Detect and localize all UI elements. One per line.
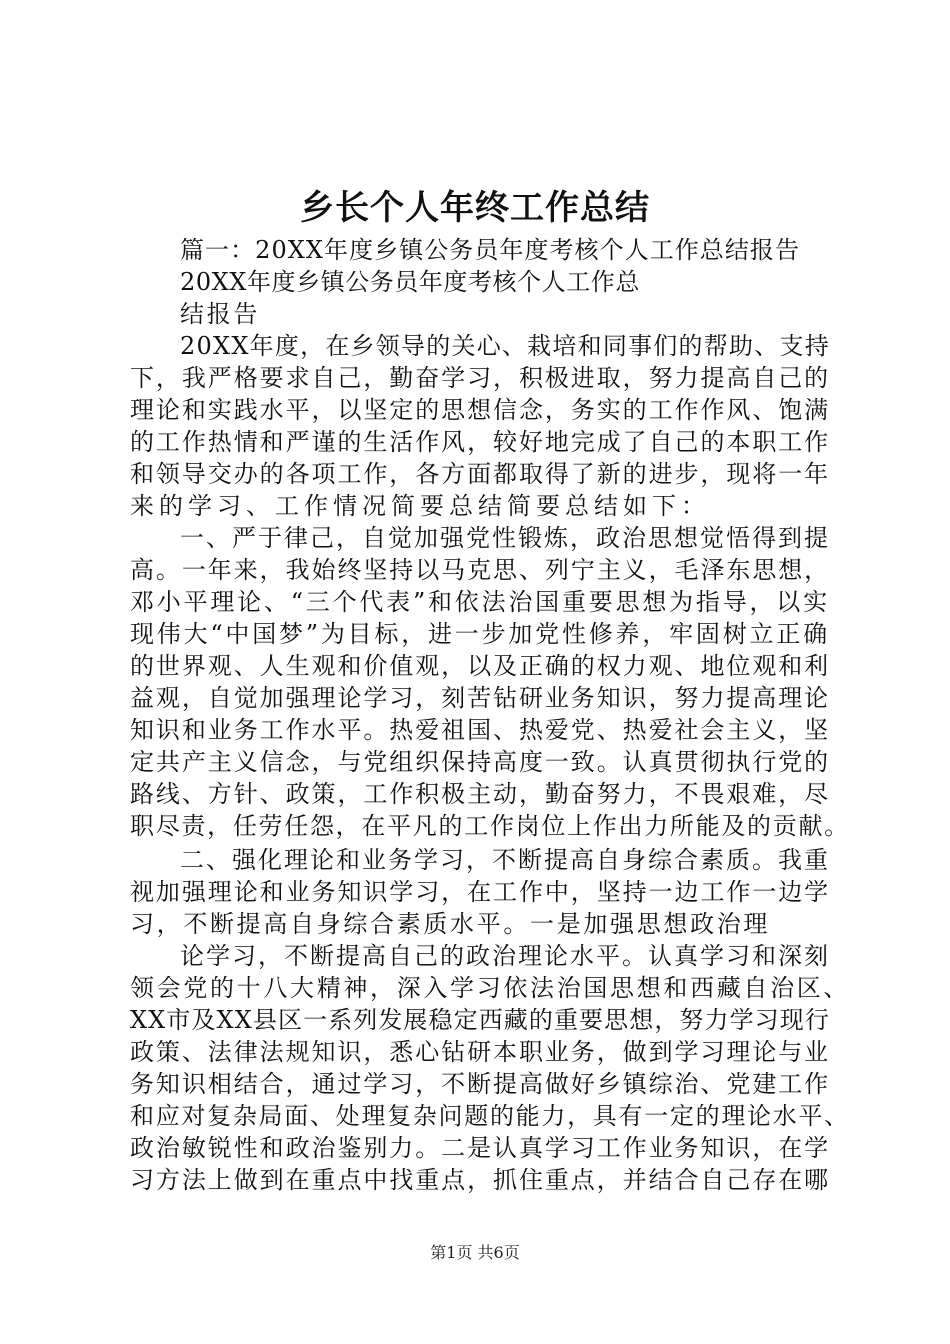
- body-line: 知识和业务工作水平。热爱祖国、热爱党、热爱社会主义，坚: [130, 716, 831, 744]
- body-line: 篇一：20XX年度乡镇公务员年度考核个人工作总结报告: [180, 236, 801, 264]
- body-line: 定共产主义信念，与党组织保持高度一致。认真贯彻执行党的: [130, 748, 831, 776]
- body-line: 来的学习、工作情况简要总结简要总结如下：: [130, 492, 710, 520]
- page-number: 第1页 共6页: [430, 1243, 520, 1262]
- body-line: 领会党的十八大精神，深入学习依法治国思想和西藏自治区、: [130, 974, 851, 1002]
- body-line: 和领导交办的各项工作，各方面都取得了新的进步，现将一年: [130, 460, 831, 488]
- body-line: 政策、法律法规知识，悉心钻研本职业务，做到学习理论与业: [130, 1038, 831, 1066]
- body-line: 一、严于律己，自觉加强党性锻炼，政治思想觉悟得到提: [180, 524, 830, 552]
- body-line: 二、强化理论和业务学习，不断提高自身综合素质。我重: [180, 846, 830, 874]
- body-line: 结报告: [180, 300, 261, 328]
- body-line: 路线、方针、政策，工作积极主动，勤奋努力，不畏艰难，尽: [130, 780, 831, 808]
- body-line: 政治敏锐性和政治鉴别力。二是认真学习工作业务知识，在学: [130, 1134, 831, 1162]
- body-line: 习方法上做到在重点中找重点，抓住重点，并结合自己存在哪: [130, 1166, 831, 1194]
- body-line: 20XX年度，在乡领导的关心、栽培和同事们的帮助、支持: [180, 332, 830, 360]
- body-line: 现伟大“中国梦”为目标，进一步加党性修养，牢固树立正确: [130, 620, 830, 648]
- body-line: 论学习，不断提高自己的政治理论水平。认真学习和深刻: [180, 942, 830, 970]
- body-line: 高。一年来，我始终坚持以马克思、列宁主义，毛泽东思想，: [130, 556, 831, 584]
- body-line: 邓小平理论、“三个代表”和依法治国重要思想为指导，以实: [130, 588, 830, 616]
- body-line: 20XX年度乡镇公务员年度考核个人工作总: [180, 268, 640, 296]
- body-line: 视加强理论和业务知识学习，在工作中，坚持一边工作一边学: [130, 878, 831, 906]
- body-line: 和应对复杂局面、处理复杂问题的能力，具有一定的理论水平、: [130, 1102, 850, 1130]
- body-line: 益观，自觉加强理论学习，刻苦钻研业务知识，努力提高理论: [130, 684, 831, 712]
- body-line: XX市及XX县区一系列发展稳定西藏的重要思想，努力学习现行: [130, 1006, 830, 1034]
- body-line: 的世界观、人生观和价值观，以及正确的权力观、地位观和利: [130, 652, 831, 680]
- body-line: 职尽责，任劳任怨，在平凡的工作岗位上作出力所能及的贡献。: [130, 812, 850, 840]
- body-line: 的工作热情和严谨的生活作风，较好地完成了自己的本职工作: [130, 428, 831, 456]
- body-line: 务知识相结合，通过学习，不断提高做好乡镇综治、党建工作: [130, 1070, 831, 1098]
- body-line: 理论和实践水平，以坚定的思想信念，务实的工作作风、饱满: [130, 396, 831, 424]
- body-line: 习，不断提高自身综合素质水平。一是加强思想政治理: [130, 910, 771, 938]
- document-title: 乡长个人年终工作总结: [300, 188, 650, 228]
- body-line: 下，我严格要求自己，勤奋学习，积极进取，努力提高自己的: [130, 364, 831, 392]
